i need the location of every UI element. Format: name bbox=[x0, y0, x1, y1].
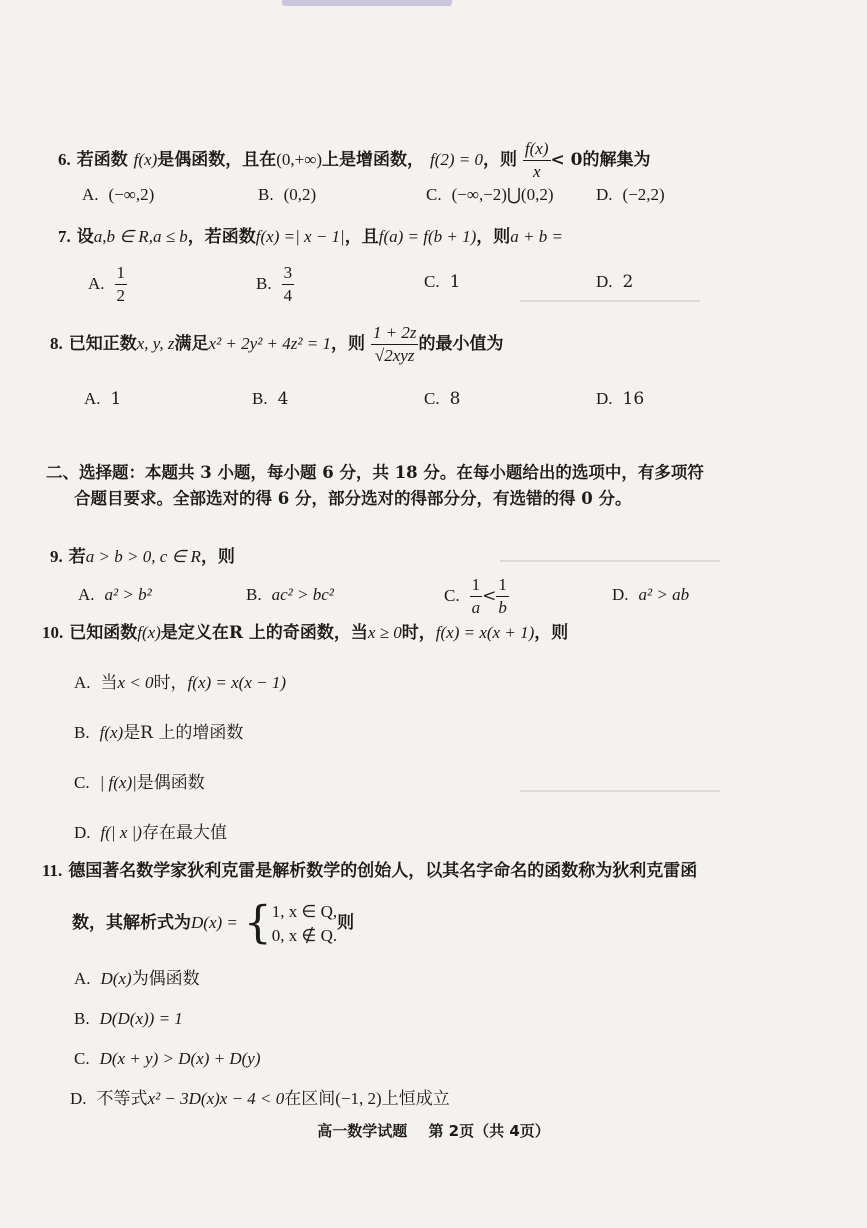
option-text: 存在最大值 bbox=[141, 823, 227, 843]
option-label: D. bbox=[596, 389, 613, 408]
q8-fraction bbox=[371, 322, 419, 367]
question-number: 11. bbox=[42, 861, 63, 880]
q8-text-a: 已知正数 bbox=[68, 334, 137, 354]
q11-line-1: 德国著名数学家狄利克雷是解析数学的创始人，以其名字命名的函数称为狄利克雷函 bbox=[68, 861, 698, 881]
q6-fx: f(x) bbox=[133, 150, 158, 169]
q10-func: f(x) = x(x + 1) bbox=[435, 623, 535, 642]
option-math: D(x + y) > D(x) + D(y) bbox=[99, 1049, 261, 1068]
q10-option-b[interactable] bbox=[74, 722, 243, 744]
q6-option-a[interactable] bbox=[82, 184, 154, 206]
option-fraction bbox=[115, 262, 128, 307]
option-label: D. bbox=[612, 585, 629, 604]
option-math: x² − 3D(x)x − 4 < 0 bbox=[147, 1089, 285, 1108]
option-label: C. bbox=[424, 272, 440, 291]
q6-option-b[interactable] bbox=[258, 184, 316, 206]
question-number: 7. bbox=[58, 227, 71, 246]
question-7 bbox=[58, 226, 563, 248]
q6-fraction bbox=[523, 138, 551, 183]
option-math: | f(x)| bbox=[99, 773, 137, 792]
q9-option-c[interactable] bbox=[444, 574, 509, 619]
fraction-numerator: 3 bbox=[282, 262, 295, 285]
q11-func: D(x) = bbox=[191, 913, 238, 932]
q7-option-c[interactable] bbox=[424, 271, 460, 293]
option-text: 时， bbox=[153, 673, 188, 693]
q10-option-c[interactable] bbox=[74, 772, 205, 794]
option-text: 是偶函数 bbox=[136, 773, 205, 793]
fraction-numerator: f(x) bbox=[523, 138, 551, 161]
case-2: 0, x ∉ Q. bbox=[271, 925, 338, 945]
option-text: 当 bbox=[100, 673, 118, 693]
option-label: B. bbox=[246, 585, 262, 604]
option-text: 是R 上的增函数 bbox=[123, 723, 244, 743]
q6-option-d[interactable] bbox=[596, 184, 665, 206]
question-number: 8. bbox=[50, 334, 63, 353]
q6-option-c[interactable] bbox=[426, 184, 553, 206]
brace-symbol: { bbox=[243, 897, 272, 949]
option-value: 1 bbox=[110, 389, 122, 409]
fraction-denominator: b bbox=[498, 598, 507, 617]
q7-text-d: ，则 bbox=[476, 227, 511, 247]
q10-option-a[interactable] bbox=[74, 672, 286, 694]
option-label: A. bbox=[74, 969, 91, 988]
option-text: 为偶函数 bbox=[131, 969, 200, 989]
option-value: 16 bbox=[622, 389, 645, 409]
q9-text-b: ，则 bbox=[200, 547, 235, 567]
fraction-numerator: 1 + 2z bbox=[371, 322, 419, 345]
option-fraction bbox=[496, 574, 509, 619]
option-label: C. bbox=[426, 185, 442, 204]
option-label: A. bbox=[82, 185, 99, 204]
fraction-numerator: 1 bbox=[115, 262, 128, 285]
fraction-denominator: x bbox=[532, 162, 541, 181]
q7-option-d[interactable] bbox=[596, 271, 633, 293]
option-label: D. bbox=[596, 272, 613, 291]
fraction-denominator: 4 bbox=[283, 286, 293, 305]
question-8 bbox=[50, 322, 503, 367]
option-value: 1 bbox=[449, 272, 461, 292]
q6-text-b: 是偶函数，且在 bbox=[157, 150, 277, 170]
option-math: x < 0 bbox=[117, 673, 154, 692]
q10-fx: f(x) bbox=[137, 623, 161, 642]
fraction-denominator: √2xyz bbox=[374, 346, 415, 365]
option-text: 上恒成立 bbox=[381, 1089, 450, 1109]
option-label: C. bbox=[444, 586, 460, 605]
fraction-denominator: a bbox=[471, 598, 481, 617]
q11-option-d[interactable] bbox=[70, 1088, 450, 1110]
q10-text-b: 是定义在R 上的奇函数，当 bbox=[160, 623, 368, 643]
q7-ask: a + b = bbox=[510, 227, 563, 246]
q8-cond: x² + 2y² + 4z² = 1 bbox=[208, 334, 331, 353]
q7-text-c: ，且 bbox=[344, 227, 379, 247]
q7-text-a: 设 bbox=[76, 227, 94, 247]
q7-func: f(x) =| x − 1| bbox=[255, 227, 345, 246]
option-value: (−∞,2) bbox=[108, 185, 155, 204]
section-2-line-1: 二、选择题：本题共 3 小题，每小题 6 分，共 18 分。在每小题给出的选项中，有多项符 bbox=[46, 463, 704, 482]
q7-text-b: ，若函数 bbox=[187, 227, 256, 247]
bleed-through-mark bbox=[500, 560, 720, 562]
question-number: 6. bbox=[58, 150, 71, 169]
q10-text-c: 时， bbox=[401, 623, 436, 643]
option-math: (−1, 2) bbox=[335, 1089, 382, 1108]
option-math: D(D(x)) = 1 bbox=[99, 1009, 183, 1028]
option-math: f(x) = x(x − 1) bbox=[187, 673, 287, 692]
piecewise-cases bbox=[272, 900, 337, 948]
q7-cond: f(a) = f(b + 1) bbox=[378, 227, 477, 246]
footer-subject: 高一数学试题 bbox=[317, 1122, 408, 1140]
q11-option-b[interactable] bbox=[74, 1008, 183, 1030]
q8-option-b[interactable] bbox=[252, 388, 288, 410]
q7-option-a[interactable] bbox=[88, 262, 127, 307]
q9-option-d[interactable] bbox=[612, 584, 689, 606]
q6-text-a: 若函数 bbox=[76, 150, 128, 170]
option-label: B. bbox=[74, 723, 90, 742]
question-number: 9. bbox=[50, 547, 63, 566]
option-label: A. bbox=[74, 673, 91, 692]
option-value: (−∞,−2)⋃(0,2) bbox=[451, 185, 554, 204]
section-2-line-2: 合题目要求。全部选对的得 6 分，部分选对的得部分分，有选错的得 0 分。 bbox=[74, 489, 632, 508]
fraction-numerator: 1 bbox=[470, 574, 483, 597]
section-2-instructions bbox=[46, 460, 826, 512]
option-label: A. bbox=[88, 274, 105, 293]
option-label: B. bbox=[252, 389, 268, 408]
option-value: 4 bbox=[277, 389, 289, 409]
q6-interval: (0,+∞) bbox=[276, 150, 323, 169]
option-value: 8 bbox=[449, 389, 461, 409]
q9-cond: a > b > 0, c ∈ R bbox=[85, 547, 201, 566]
option-fraction bbox=[282, 262, 295, 307]
q10-text-a: 已知函数 bbox=[69, 623, 138, 643]
option-value: a² > ab bbox=[638, 585, 690, 604]
q8-text-b: 满足 bbox=[174, 334, 209, 354]
q9-option-a[interactable] bbox=[78, 584, 152, 606]
q8-vars: x, y, z bbox=[136, 334, 175, 353]
option-label: B. bbox=[258, 185, 274, 204]
option-label: A. bbox=[78, 585, 95, 604]
option-label: D. bbox=[74, 823, 91, 842]
option-value: (0,2) bbox=[283, 185, 317, 204]
option-text: 不等式 bbox=[96, 1089, 148, 1109]
option-math: f(x) bbox=[99, 723, 124, 742]
q8-text-c: ，则 bbox=[330, 334, 365, 354]
fraction-numerator: 1 bbox=[496, 574, 509, 597]
option-label: B. bbox=[256, 274, 272, 293]
q9-option-b[interactable] bbox=[246, 584, 334, 606]
q6-cond: f(2) = 0 bbox=[429, 150, 483, 169]
option-math: f(| x |) bbox=[100, 823, 142, 842]
question-number: 10. bbox=[42, 623, 64, 642]
question-11 bbox=[42, 860, 697, 882]
q8-text-d: 的最小值为 bbox=[418, 334, 504, 354]
fraction-denominator: 2 bbox=[116, 286, 126, 305]
option-label: D. bbox=[70, 1089, 87, 1108]
q11-option-a[interactable] bbox=[74, 968, 200, 990]
option-label: C. bbox=[74, 773, 90, 792]
q7-option-b[interactable] bbox=[256, 262, 294, 307]
relation-symbol: < bbox=[482, 586, 497, 606]
case-1: 1, x ∈ Q, bbox=[271, 901, 338, 921]
q10-cond: x ≥ 0 bbox=[367, 623, 402, 642]
footer-page-number: 第 2页（共 4页） bbox=[428, 1122, 550, 1140]
q6-text-e: < 0的解集为 bbox=[550, 150, 651, 170]
option-label: D. bbox=[596, 185, 613, 204]
option-value: 2 bbox=[622, 272, 634, 292]
option-label: C. bbox=[424, 389, 440, 408]
q11-text-a: 数，其解析式为 bbox=[72, 913, 191, 933]
q8-option-a[interactable] bbox=[84, 388, 121, 410]
option-value: ac² > bc² bbox=[271, 585, 334, 604]
option-value: (−2,2) bbox=[622, 185, 665, 204]
q10-option-d[interactable] bbox=[74, 822, 227, 844]
option-text: 在区间 bbox=[284, 1089, 336, 1109]
option-label: B. bbox=[74, 1009, 90, 1028]
option-fraction bbox=[470, 574, 483, 619]
question-6 bbox=[58, 138, 651, 183]
q8-option-d[interactable] bbox=[596, 388, 644, 410]
q6-text-d: ，则 bbox=[483, 150, 517, 170]
option-value: a² > b² bbox=[104, 585, 152, 604]
bleed-through-mark bbox=[520, 790, 720, 792]
q7-vars: a,b ∈ R,a ≤ b bbox=[93, 227, 188, 246]
q11-option-c[interactable] bbox=[74, 1048, 261, 1070]
page-footer bbox=[0, 1120, 867, 1141]
question-9 bbox=[50, 546, 235, 568]
q9-text-a: 若 bbox=[68, 547, 86, 567]
option-math: D(x) bbox=[100, 969, 132, 988]
bleed-through-mark bbox=[520, 300, 700, 302]
header-bar bbox=[282, 0, 452, 6]
q10-text-d: ，则 bbox=[534, 623, 569, 643]
q8-option-c[interactable] bbox=[424, 388, 460, 410]
q6-text-c: 上是增函数， bbox=[322, 150, 425, 170]
question-11-line-2 bbox=[72, 898, 354, 948]
option-label: C. bbox=[74, 1049, 90, 1068]
question-10 bbox=[42, 622, 568, 644]
q11-text-b: 则 bbox=[337, 913, 355, 933]
option-label: A. bbox=[84, 389, 101, 408]
